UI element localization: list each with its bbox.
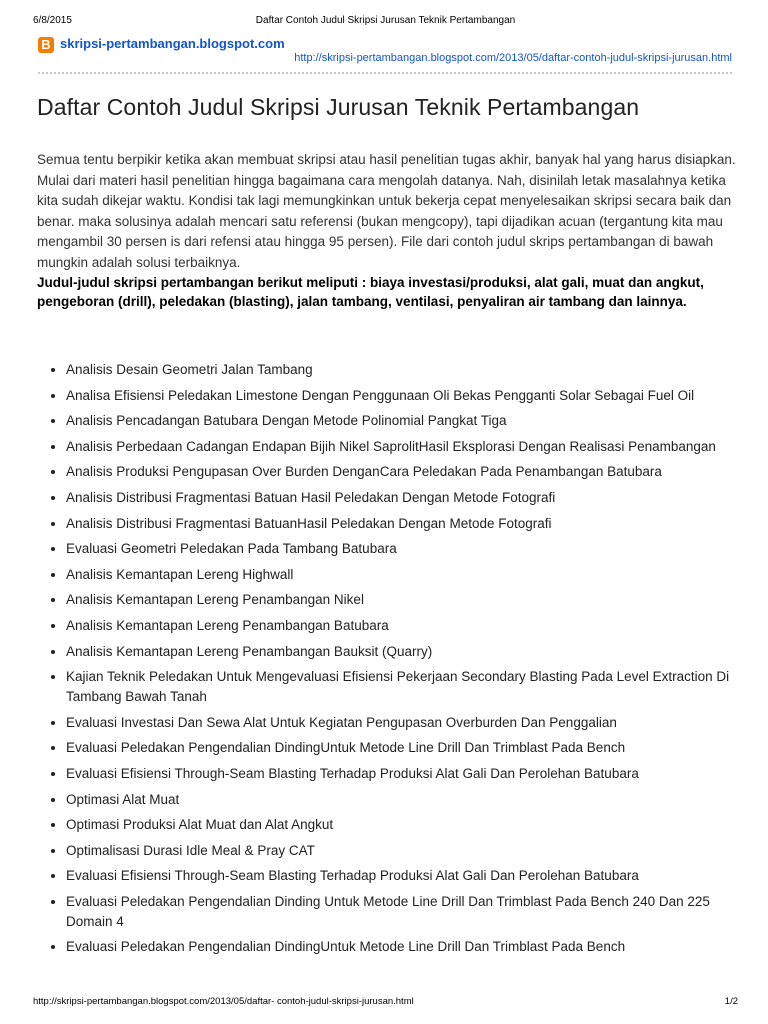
list-item: • Evaluasi Peledakan Pengendalian DindingUntuk Metode Line Drill Dan Trimblast Pada Bench [66, 738, 756, 758]
blogger-icon[interactable]: B [38, 37, 54, 53]
list-item: • Analisis Kemantapan Lereng Highwall [66, 565, 756, 585]
topics-summary-paragraph: Judul-judul skripsi pertambangan berikut meliputi : biaya investasi/produksi, alat gali, muat dan angkut, pengeboran (drill), peledakan (blasting), jalan tambang, ventilasi, penyaliran air tambang dan lainnya. [37, 275, 704, 309]
page-number: 1/2 [724, 996, 738, 1007]
footer-url: http://skripsi-pertambangan.blogspot.com/2013/05/daftar- contoh-judul-skripsi-jurusan.html [33, 996, 414, 1007]
list-item: • Analisis Distribusi Fragmentasi Batuan Hasil Peledakan Dengan Metode Fotografi [66, 488, 756, 508]
list-item: • Optimasi Produksi Alat Muat dan Alat Angkut [66, 815, 756, 835]
list-item: • Analisis Kemantapan Lereng Penambangan Nikel [66, 590, 756, 610]
list-item: • Analisis Desain Geometri Jalan Tambang [66, 360, 756, 380]
list-item: • Evaluasi Efisiensi Through-Seam Blasting Terhadap Produksi Alat Gali Dan Perolehan Batubara [66, 866, 756, 886]
print-date: 6/8/2015 [33, 15, 72, 26]
list-item: • Analisis Kemantapan Lereng Penambangan Batubara [66, 616, 756, 636]
list-item: • Evaluasi Geometri Peledakan Pada Tambang Batubara [66, 539, 756, 559]
print-header [33, 15, 738, 31]
list-item: • Analisis Distribusi Fragmentasi BatuanHasil Peledakan Dengan Metode Fotografi [66, 514, 756, 534]
post-url-link[interactable]: http://skripsi-pertambangan.blogspot.com/2013/05/daftar-contoh-judul-skripsi-jurusan.html [294, 52, 732, 64]
thesis-topic-list [48, 360, 756, 963]
list-item: • Kajian Teknik Peledakan Untuk Mengevaluasi Efisiensi Pekerjaan Secondary Blasting Pada Level Extraction Di Tambang Bawah Tanah [66, 667, 756, 707]
dotted-divider [38, 72, 732, 74]
print-page-title: Daftar Contoh Judul Skripsi Jurusan Teknik Pertambangan [255, 15, 516, 26]
list-item: • Analisis Pencadangan Batubara Dengan Metode Polinomial Pangkat Tiga [66, 411, 756, 431]
list-item: • Analisis Perbedaan Cadangan Endapan Bijih Nikel SaprolitHasil Eksplorasi Dengan Realisasi Penambangan [66, 437, 756, 457]
list-item: • Evaluasi Investasi Dan Sewa Alat Untuk Kegiatan Pengupasan Overburden Dan Penggalian [66, 713, 756, 733]
list-item: • Evaluasi Efisiensi Through-Seam Blasting Terhadap Produksi Alat Gali Dan Perolehan Batubara [66, 764, 756, 784]
intro-paragraph: Semua tentu berpikir ketika akan membuat skripsi atau hasil penelitian tugas akhir, banyak hal yang harus disiapkan. Mulai dari materi hasil penelitian hingga bagaimana cara mengolah datanya. Nah, disinilah letak masalahnya ketika kita sudah dikejar waktu. Kondisi tak lagi memungkinkan untuk bekerja cepat menyelesaikan skripsi secara baik dan benar. maka solusinya adalah mencari satu referensi (bukan mengcopy), tapi dijadikan acuan (tergantung kita mau mengambil 30 persen is dari refensi atau hingga 95 persen). File dari contoh judul skrips pertambangan di bawah mungkin adalah solusi terbaiknya. [37, 152, 736, 270]
list-item: • Evaluasi Peledakan Pengendalian Dinding Untuk Metode Line Drill Dan Trimblast Pada Bench 240 Dan 225 Domain 4 [66, 892, 756, 932]
list-item: • Optimalisasi Durasi Idle Meal & Pray CAT [66, 841, 756, 861]
blog-name-link[interactable]: skripsi-pertambangan.blogspot.com [60, 36, 285, 51]
post-title: Daftar Contoh Judul Skripsi Jurusan Teknik Pertambangan [37, 94, 640, 120]
list-item: • Evaluasi Peledakan Pengendalian DindingUntuk Metode Line Drill Dan Trimblast Pada Bench [66, 937, 756, 957]
list-item: • Analisis Produksi Pengupasan Over Burden DenganCara Peledakan Pada Penambangan Batubara [66, 462, 756, 482]
list-item: • Optimasi Alat Muat [66, 790, 756, 810]
list-item: • Analisa Efisiensi Peledakan Limestone Dengan Penggunaan Oli Bekas Pengganti Solar Sebagai Fuel Oil [66, 386, 756, 406]
list-item: • Analisis Kemantapan Lereng Penambangan Bauksit (Quarry) [66, 642, 756, 662]
